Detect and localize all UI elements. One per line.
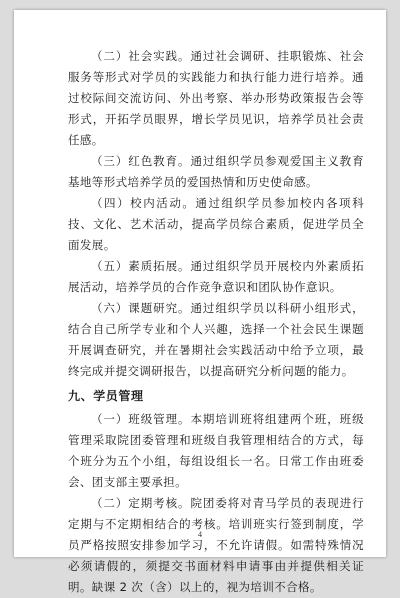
paragraph-red-education: （三）红色教育。通过组织学员参观爱国主义教育基地等形式培养学员的爱国热情和历史使命感。 [68, 154, 364, 189]
paragraph-periodic-assessment: （二）定期考核。院团委将对青马学员的表现进行定期与不定期相结合的考核。培训班实行签到制度，学员严格按照安排参加学习，不允许请假。如需特殊情况必须请假的，须提交书面材料申请事由并提供相关证明。缺课 2 次（含）以上的，视为培训不合格。 [68, 496, 364, 594]
page-content [68, 46, 364, 598]
section-heading-student-management: 九、学员管理 [68, 389, 144, 403]
document-page [14, 10, 386, 594]
paragraph-research-project: （六）课题研究。通过组织学员以科研小组形式，结合自己所学专业和个人兴趣，选择一个社会民生课题开展调查研究，并在暑期社会实践活动中给予立项，最终完成并提交调研报告，以提高研究分析问题的能力。 [68, 301, 364, 378]
paragraph-class-management: （一）班级管理。本期培训班将组建两个班，班级管理采取院团委管理和班级自我管理相结合的方式，每个班分为五个小组，每组设组长一名。日常工作由班委会、团支部主要承担。 [68, 412, 364, 489]
page-number: 4 [198, 530, 202, 539]
paragraph-quality-expansion: （五）素质拓展。通过组织学员开展校内外素质拓展活动，培养学员的合作竞争意识和团队协作意识。 [68, 259, 364, 294]
paragraph-campus-activities: （四）校内活动。通过组织学员参加校内各项科技、文化、艺术活动，提高学员综合素质，促进学员全面发展。 [68, 196, 364, 252]
paragraph-social-practice: （二）社会实践。通过社会调研、挂职锻炼、社会服务等形式对学员的实践能力和执行能力进行培养。通过校际间交流访问、外出考察、举办形势政策报告会等形式，开拓学员眼界，增长学员见识，培养学员社会责任感。 [68, 49, 364, 147]
